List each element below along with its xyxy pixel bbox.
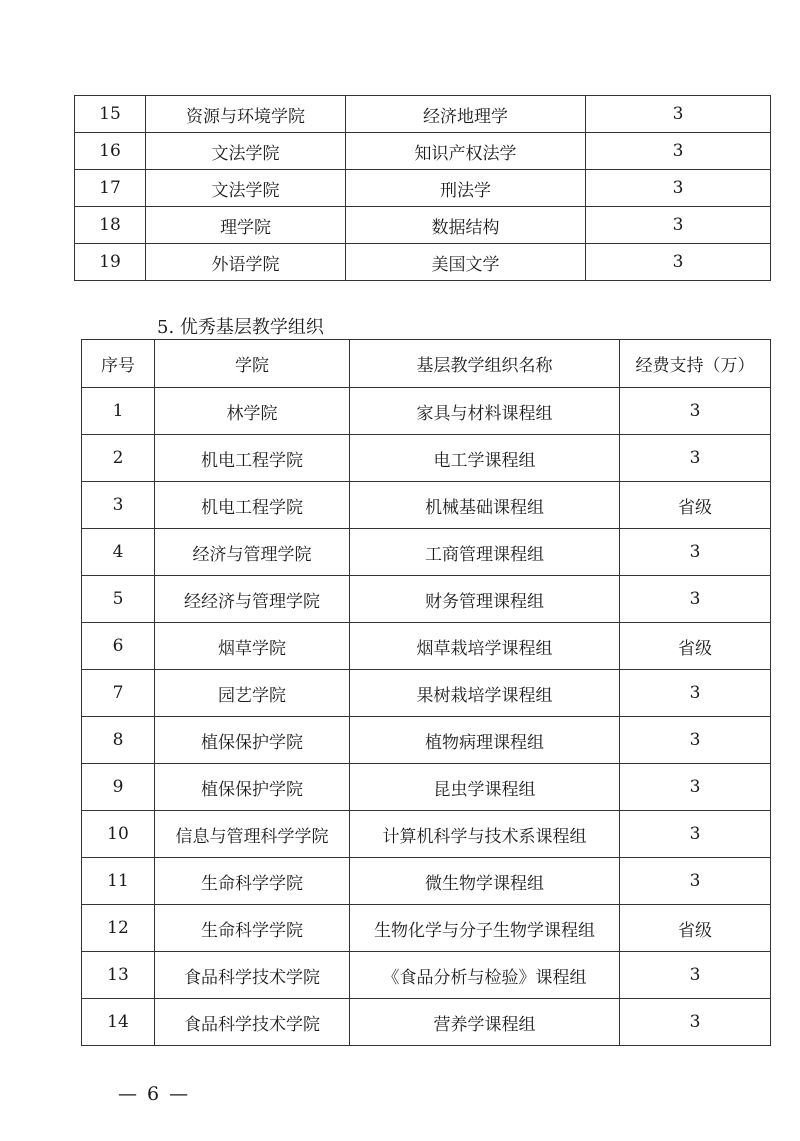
cell-college: 信息与管理科学学院 [155, 811, 350, 858]
cell-name: 计算机科学与技术系课程组 [350, 811, 620, 858]
cell-funding: 省级 [620, 905, 771, 952]
cell-no: 6 [82, 623, 155, 670]
table-row [82, 576, 771, 623]
cell-name: 植物病理课程组 [350, 717, 620, 764]
section-heading: 5. 优秀基层教学组织 [157, 317, 324, 338]
cell-no: 15 [75, 96, 146, 133]
cell-name: 工商管理课程组 [350, 529, 620, 576]
teaching-organization-table-body [82, 388, 771, 1046]
cell-college: 植保保护学院 [155, 717, 350, 764]
header-college: 学院 [155, 340, 350, 388]
cell-funding: 3 [586, 170, 771, 207]
table-row [75, 96, 771, 133]
cell-name: 营养学课程组 [350, 999, 620, 1046]
cell-name: 财务管理课程组 [350, 576, 620, 623]
cell-no: 17 [75, 170, 146, 207]
page-number: — 6 — [118, 1083, 191, 1105]
table-row [82, 670, 771, 717]
cell-no: 3 [82, 482, 155, 529]
cell-college: 经济与管理学院 [155, 529, 350, 576]
cell-college: 生命科学学院 [155, 905, 350, 952]
cell-college: 食品科学技术学院 [155, 999, 350, 1046]
cell-funding: 3 [620, 388, 771, 435]
cell-funding: 3 [586, 96, 771, 133]
cell-no: 14 [82, 999, 155, 1046]
cell-college: 理学院 [146, 207, 346, 244]
cell-name: 微生物学课程组 [350, 858, 620, 905]
cell-college: 园艺学院 [155, 670, 350, 717]
table-row [82, 952, 771, 999]
cell-name: 生物化学与分子生物学课程组 [350, 905, 620, 952]
cell-no: 8 [82, 717, 155, 764]
table-row [75, 207, 771, 244]
cell-no: 2 [82, 435, 155, 482]
cell-no: 18 [75, 207, 146, 244]
cell-funding: 3 [620, 952, 771, 999]
table-header-row [82, 340, 771, 388]
cell-name: 刑法学 [346, 170, 586, 207]
cell-name: 家具与材料课程组 [350, 388, 620, 435]
table-row [82, 999, 771, 1046]
cell-funding: 3 [586, 207, 771, 244]
cell-college: 生命科学学院 [155, 858, 350, 905]
cell-no: 1 [82, 388, 155, 435]
cell-funding: 3 [620, 529, 771, 576]
cell-name: 经济地理学 [346, 96, 586, 133]
table-row [82, 858, 771, 905]
table-row [82, 905, 771, 952]
cell-name: 机械基础课程组 [350, 482, 620, 529]
cell-name: 数据结构 [346, 207, 586, 244]
cell-funding: 省级 [620, 623, 771, 670]
cell-college: 烟草学院 [155, 623, 350, 670]
cell-name: 电工学课程组 [350, 435, 620, 482]
cell-name: 《食品分析与检验》课程组 [350, 952, 620, 999]
cell-no: 4 [82, 529, 155, 576]
table-row [82, 811, 771, 858]
header-no: 序号 [82, 340, 155, 388]
cell-funding: 3 [620, 717, 771, 764]
cell-no: 16 [75, 133, 146, 170]
table-row [75, 170, 771, 207]
cell-no: 5 [82, 576, 155, 623]
table-row [82, 482, 771, 529]
cell-funding: 3 [620, 764, 771, 811]
cell-college: 经经济与管理学院 [155, 576, 350, 623]
cell-funding: 3 [620, 999, 771, 1046]
continued-course-table-body [75, 96, 771, 281]
cell-funding: 3 [620, 435, 771, 482]
table-row [82, 623, 771, 670]
cell-no: 9 [82, 764, 155, 811]
cell-name: 果树栽培学课程组 [350, 670, 620, 717]
cell-no: 13 [82, 952, 155, 999]
cell-no: 10 [82, 811, 155, 858]
cell-funding: 3 [620, 670, 771, 717]
cell-no: 12 [82, 905, 155, 952]
table-row [82, 717, 771, 764]
cell-college: 林学院 [155, 388, 350, 435]
header-funding: 经费支持（万） [620, 340, 771, 388]
cell-college: 资源与环境学院 [146, 96, 346, 133]
teaching-organization-table [81, 339, 771, 1046]
cell-no: 11 [82, 858, 155, 905]
cell-funding: 3 [586, 244, 771, 281]
cell-funding: 3 [620, 576, 771, 623]
cell-college: 食品科学技术学院 [155, 952, 350, 999]
cell-name: 昆虫学课程组 [350, 764, 620, 811]
cell-name: 知识产权法学 [346, 133, 586, 170]
cell-college: 机电工程学院 [155, 482, 350, 529]
table-row [75, 244, 771, 281]
cell-college: 文法学院 [146, 170, 346, 207]
table-row [82, 435, 771, 482]
table-row [82, 529, 771, 576]
continued-course-table [74, 95, 771, 281]
table-row [75, 133, 771, 170]
cell-no: 19 [75, 244, 146, 281]
cell-college: 外语学院 [146, 244, 346, 281]
cell-name: 烟草栽培学课程组 [350, 623, 620, 670]
cell-name: 美国文学 [346, 244, 586, 281]
cell-funding: 3 [620, 858, 771, 905]
cell-college: 植保保护学院 [155, 764, 350, 811]
table-row [82, 764, 771, 811]
table-row [82, 388, 771, 435]
cell-funding: 省级 [620, 482, 771, 529]
cell-no: 7 [82, 670, 155, 717]
cell-college: 文法学院 [146, 133, 346, 170]
header-org-name: 基层教学组织名称 [350, 340, 620, 388]
cell-funding: 3 [586, 133, 771, 170]
cell-funding: 3 [620, 811, 771, 858]
cell-college: 机电工程学院 [155, 435, 350, 482]
